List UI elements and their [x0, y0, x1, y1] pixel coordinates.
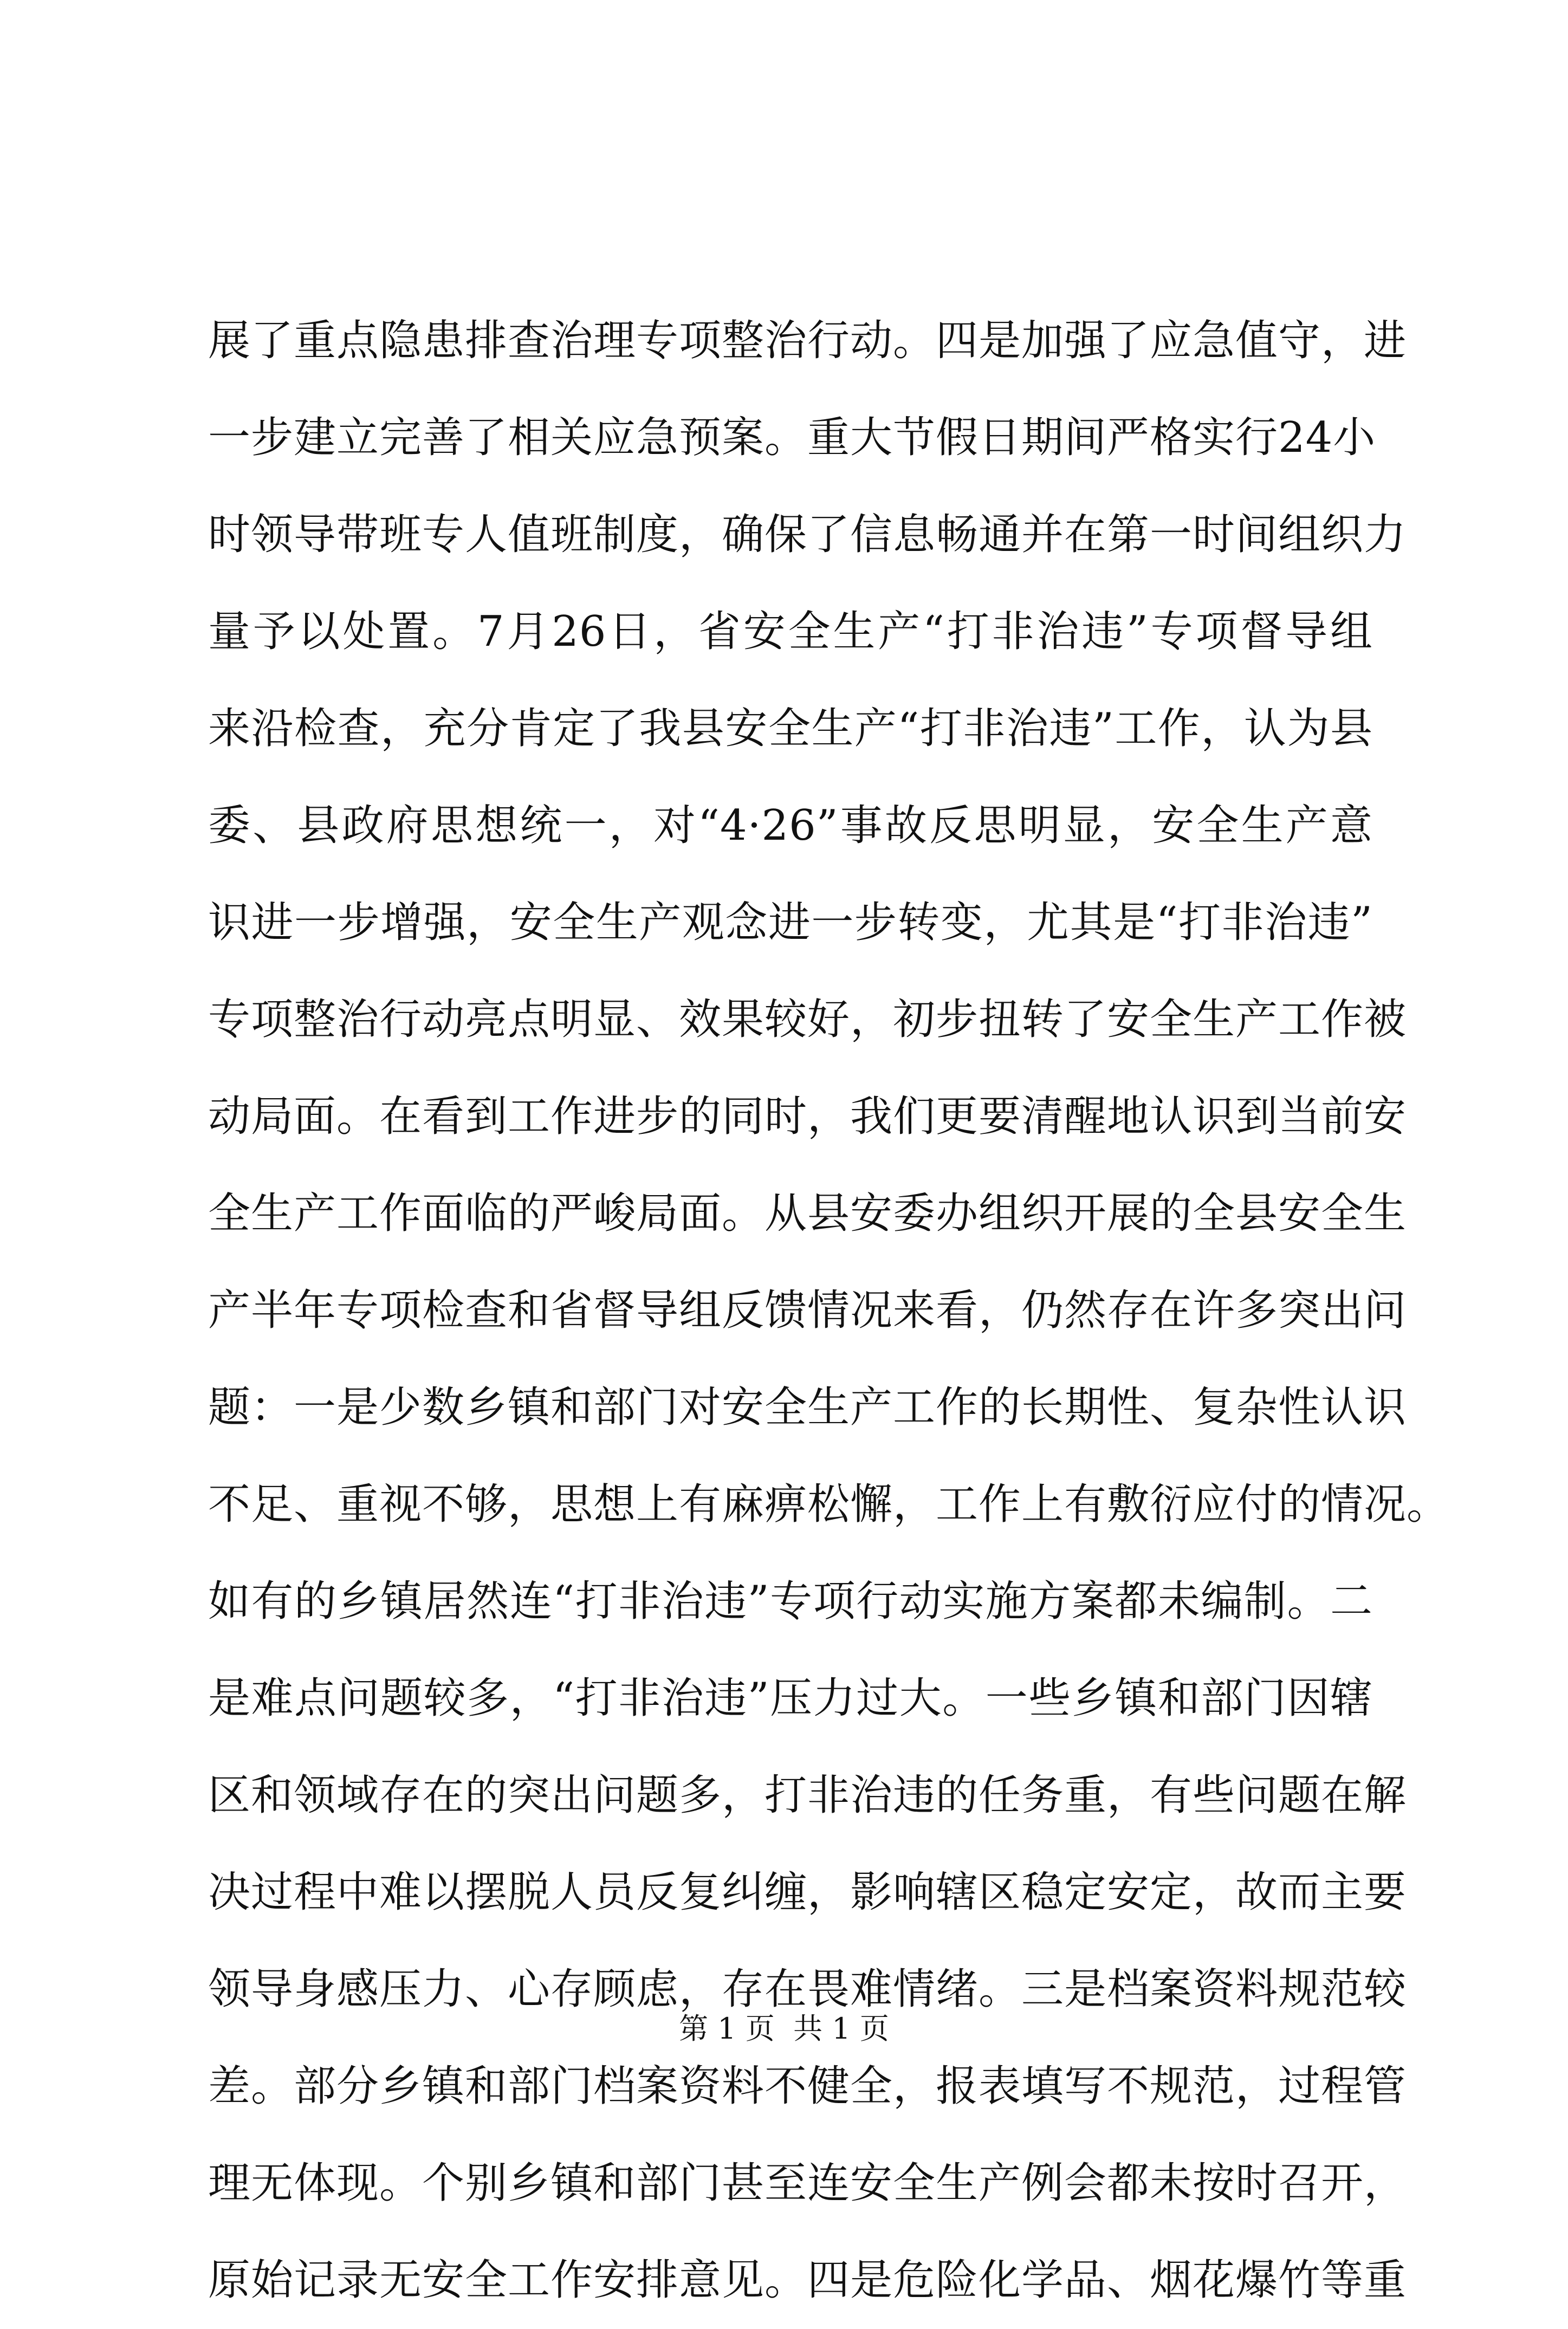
paragraph-line: 如有的乡镇居然连“打非治违”专项行动实施方案都未编制。二 [208, 1577, 1373, 1626]
paragraph-line: 识进一步增强，安全生产观念进一步转变，尤其是“打非治违” [208, 898, 1373, 947]
paragraph-line: 动局面。在看到工作进步的同时，我们更要清醒地认识到当前安 [208, 1092, 1407, 1141]
paragraph-line: 差。部分乡镇和部门档案资料不健全，报表填写不规范，过程管 [208, 2062, 1407, 2111]
paragraph-line: 全生产工作面临的严峻局面。从县安委办组织开展的全县安全生 [208, 1189, 1407, 1238]
paragraph-line: 产半年专项检查和省督导组反馈情况来看，仍然存在许多突出问 [208, 1286, 1407, 1335]
paragraph-line: 来沿检查，充分肯定了我县安全生产“打非治违”工作，认为县 [208, 704, 1373, 753]
page-footer: 第 1 页 共 1 页 [679, 2012, 889, 2046]
paragraph-line: 决过程中难以摆脱人员反复纠缠，影响辖区稳定安定，故而主要 [208, 1868, 1407, 1917]
paragraph-line: 一步建立完善了相关应急预案。重大节假日期间严格实行24小 [208, 413, 1376, 462]
paragraph-line: 题：一是少数乡镇和部门对安全生产工作的长期性、复杂性认识 [208, 1383, 1407, 1432]
paragraph-line: 量予以处置。7月26日，省安全生产“打非治违”专项督导组 [208, 607, 1373, 656]
paragraph-line: 专项整治行动亮点明显、效果较好，初步扭转了安全生产工作被 [208, 995, 1407, 1044]
paragraph-line: 领导身感压力、心存顾虑，存在畏难情绪。三是档案资料规范较 [208, 1965, 1407, 2014]
paragraph-line: 不足、重视不够，思想上有麻痹松懈，工作上有敷衍应付的情况。 [208, 1480, 1450, 1529]
paragraph-line: 理无体现。个别乡镇和部门甚至连安全生产例会都未按时召开， [208, 2159, 1407, 2208]
paragraph-line: 原始记录无安全工作安排意见。四是危险化学品、烟花爆竹等重 [208, 2256, 1407, 2305]
paragraph-line: 时领导带班专人值班制度，确保了信息畅通并在第一时间组织力 [208, 510, 1407, 559]
paragraph-line: 委、县政府思想统一，对“4·26”事故反思明显，安全生产意 [208, 801, 1373, 850]
paragraph-line: 展了重点隐患排查治理专项整治行动。四是加强了应急值守，进 [208, 316, 1407, 365]
paragraph-line: 是难点问题较多，“打非治违”压力过大。一些乡镇和部门因辖 [208, 1674, 1373, 1723]
paragraph-line: 区和领域存在的突出问题多，打非治违的任务重，有些问题在解 [208, 1771, 1407, 1820]
